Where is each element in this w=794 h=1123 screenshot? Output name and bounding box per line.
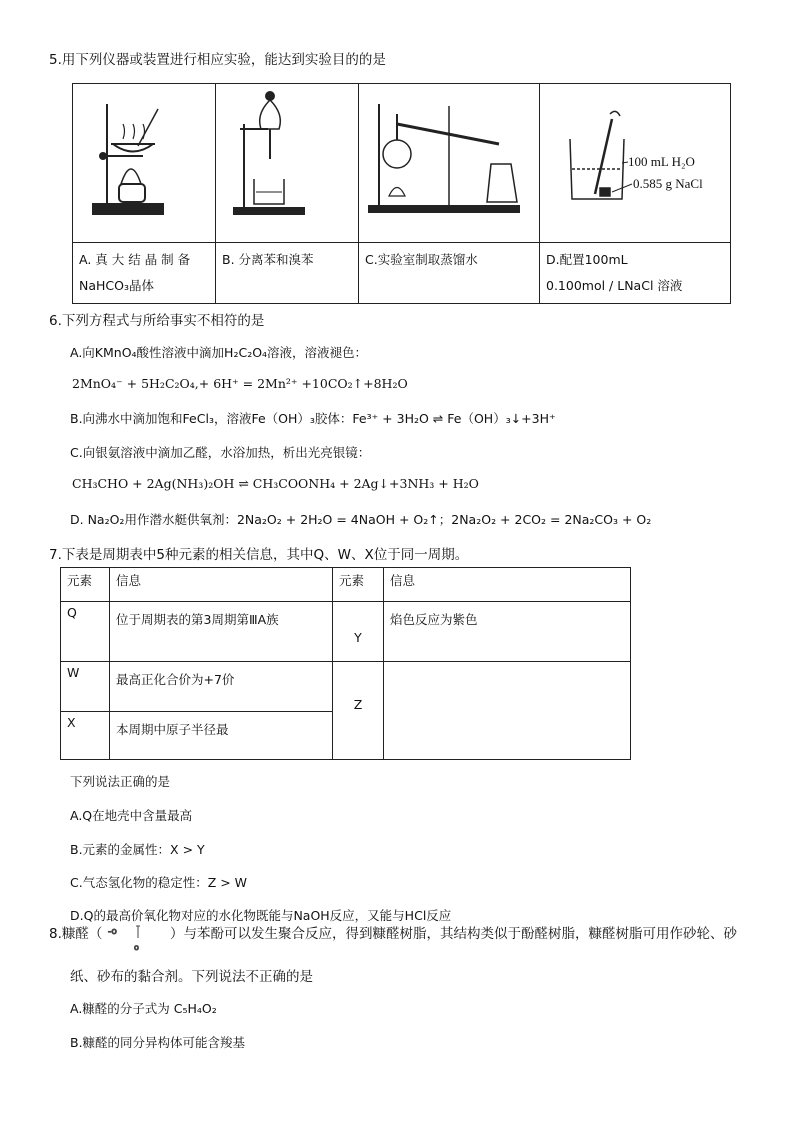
option-c-caption: C.实验室制取蒸馏水 bbox=[359, 243, 540, 304]
q8-option-a: A.糠醛的分子式为 C₅H₄O₂ bbox=[70, 1001, 217, 1016]
q6-equation-a: 2MnO₄⁻ + 5H₂C₂O₄,+ 6H⁺ = 2Mn²⁺ +10CO₂↑+8H₂O bbox=[72, 376, 408, 391]
element-q: Q bbox=[61, 602, 110, 662]
info-w: 最高正化合价为+7价 bbox=[110, 662, 333, 712]
element-w: W bbox=[61, 662, 110, 712]
option-a-caption: A. 真 大 结 晶 制 备 NaHCO₃晶体 bbox=[73, 243, 216, 304]
furfural-structure-icon bbox=[104, 920, 162, 954]
apparatus-c-figure bbox=[359, 84, 540, 243]
header-info: 信息 bbox=[110, 568, 333, 602]
q6-option-b: B.向沸水中滴加饱和FeCl₃，溶液Fe（OH）₃胶体：Fe³⁺ + 3H₂O ⇌ Fe（OH）₃↓+3H⁺ bbox=[70, 411, 556, 426]
header-info-2: 信息 bbox=[384, 568, 631, 602]
info-y: 焰色反应为紫色 bbox=[384, 602, 631, 662]
q8-stem-rest: ）与苯酚可以发生聚合反应，得到糠醛树脂，其结构类似于酚醛树脂，糠醛树脂可用作砂轮、砂 bbox=[170, 926, 737, 942]
apparatus-d-figure bbox=[540, 84, 731, 243]
apparatus-b-figure bbox=[216, 84, 359, 243]
q5-table bbox=[72, 83, 731, 304]
q8-stem-start: 8.糠醛（ bbox=[49, 926, 103, 942]
element-z: Z bbox=[333, 662, 384, 760]
q6-option-d: D. Na₂O₂用作潜水艇供氧剂：2Na₂O₂ + 2H₂O = 4NaOH + O₂↑；2Na₂O₂ + 2CO₂ = 2Na₂CO₃ + O₂ bbox=[70, 512, 652, 527]
q8-stem-end: 纸、砂布的黏合剂。下列说法不正确的是 bbox=[70, 969, 313, 985]
info-q: 位于周期表的第3周期第ⅢA族 bbox=[110, 602, 333, 662]
beaker-icon bbox=[540, 84, 730, 238]
q8-option-b: B.糠醛的同分异构体可能含羧基 bbox=[70, 1035, 246, 1050]
option-b-caption: B. 分离苯和溴苯 bbox=[216, 243, 359, 304]
header-element-2: 元素 bbox=[333, 568, 384, 602]
info-z bbox=[384, 662, 631, 760]
separatory-funnel-icon bbox=[216, 84, 358, 238]
q7-stem: 7.下表是周期表中5种元素的相关信息，其中Q、W、X位于同一周期。 bbox=[49, 547, 469, 563]
header-element: 元素 bbox=[61, 568, 110, 602]
element-x: X bbox=[61, 712, 110, 760]
water-volume-label: 100 mL H₂O bbox=[628, 154, 695, 169]
q7-prompt: 下列说法正确的是 bbox=[70, 774, 171, 789]
distillation-apparatus-icon bbox=[359, 84, 539, 238]
q6-stem: 6.下列方程式与所给事实不相符的是 bbox=[49, 313, 265, 329]
evaporation-apparatus-icon bbox=[73, 84, 215, 238]
q7-option-c: C.气态氢化物的稳定性：Z > W bbox=[70, 875, 248, 890]
q7-option-b: B.元素的金属性：X > Y bbox=[70, 842, 205, 857]
salt-mass-label: 0.585 g NaCl bbox=[633, 176, 703, 191]
q7-option-d: D.Q的最高价氧化物对应的水化物既能与NaOH反应，又能与HCl反应 bbox=[70, 908, 452, 923]
info-x: 本周期中原子半径最 bbox=[110, 712, 333, 760]
svg-text:o: o bbox=[134, 943, 139, 952]
q6-option-a: A.向KMnO₄酸性溶液中滴加H₂C₂O₄溶液，溶液褪色： bbox=[70, 345, 368, 360]
svg-text:-o: -o bbox=[108, 927, 117, 937]
option-d-caption: D.配置100mL 0.100mol / LNaCl 溶液 bbox=[540, 243, 731, 304]
q6-equation-c: CH₃CHO + 2Ag(NH₃)₂OH ⇌ CH₃COONH₄ + 2Ag↓+3NH₃ + H₂O bbox=[72, 476, 479, 491]
apparatus-a-figure bbox=[73, 84, 216, 243]
element-y: Y bbox=[333, 602, 384, 662]
q5-stem: 5.用下列仪器或装置进行相应实验，能达到实验目的的是 bbox=[49, 52, 386, 68]
q7-table bbox=[60, 567, 631, 760]
q7-option-a: A.Q在地壳中含量最高 bbox=[70, 808, 193, 823]
q6-option-c: C.向银氨溶液中滴加乙醛，水浴加热，析出光亮银镜： bbox=[70, 445, 371, 460]
